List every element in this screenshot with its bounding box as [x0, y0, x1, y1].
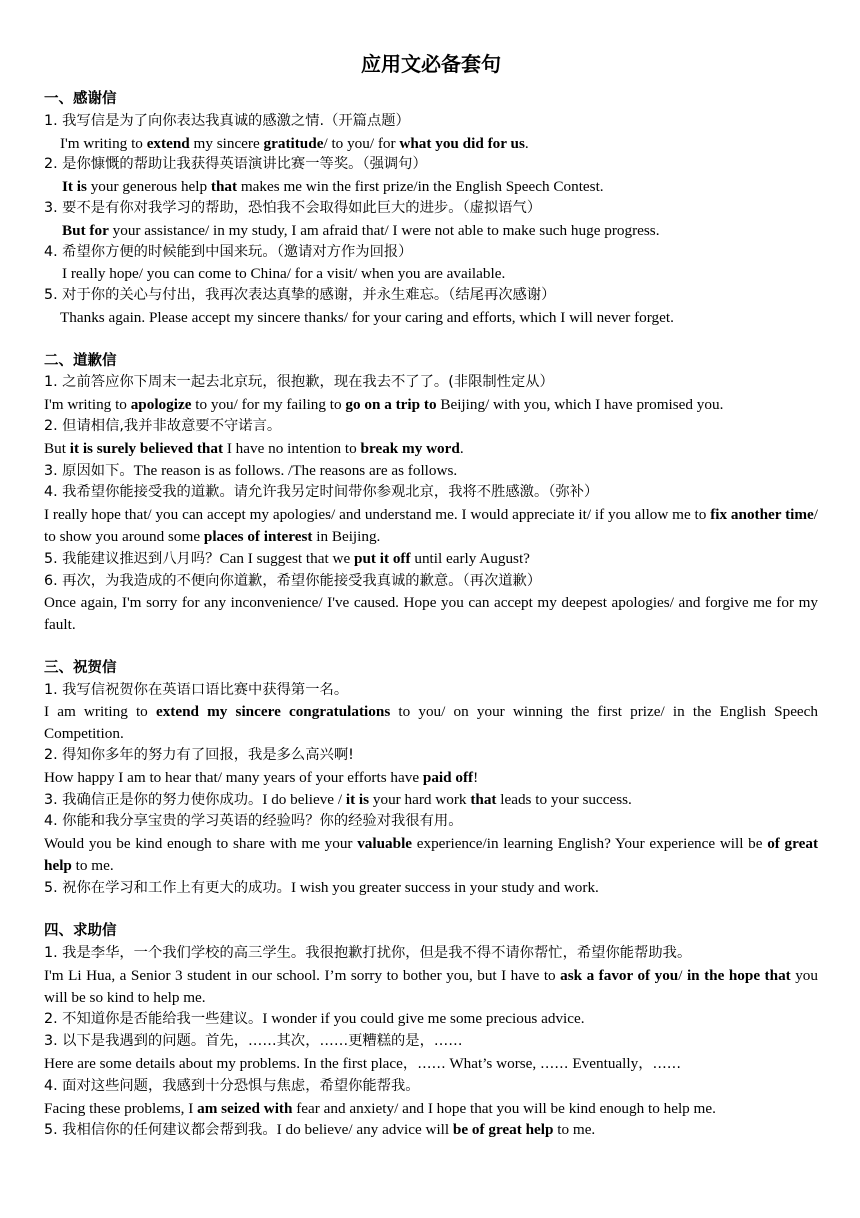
english-sentence: Would you be kind enough to share with me your valuable experience/in learning English? Your experience will be of great help to me.: [44, 835, 819, 874]
mixed-sentence: 5. 我能建议推迟到八月吗？Can I suggest that we put it off until early August?: [44, 549, 530, 567]
section-spacer: [44, 899, 818, 921]
chinese-sentence: 4. 我希望你能接受我的道歉。请允许我另定时间带你参观北京，我将不胜感激。（弥补）: [44, 484, 599, 501]
section-heading-apology: 二、道歉信: [44, 352, 117, 369]
mixed-sentence: 2. 不知道你是否能给我一些建议。I wonder if you could give me some precious advice.: [44, 1010, 585, 1028]
english-sentence: I am writing to extend my sincere congratulations to you/ on your winning the first prize/ in the English Speech Competition.: [44, 703, 819, 743]
english-sentence: I really hope/ you can come to China/ for a visit/ when you are available.: [62, 265, 506, 283]
mixed-sentence: 3. 原因如下。The reason is as follows. /The reasons are as follows.: [44, 461, 458, 479]
english-sentence: How happy I am to hear that/ many years of your efforts have paid off!: [44, 768, 479, 786]
section-spacer: [44, 329, 818, 351]
chinese-sentence: 5. 对于你的关心与付出，我再次表达真挚的感谢，并永生难忘。（结尾再次感谢）: [44, 287, 556, 304]
english-sentence: I really hope that/ you can accept my apologies/ and understand me. I would appreciate it/ if you allow me to fix another time/ to show you around some places of interest in Beijing.: [44, 506, 818, 545]
chinese-sentence: 3. 以下是我遇到的问题。首先，……其次，……更糟糕的是，……: [44, 1033, 463, 1050]
english-sentence: I'm Li Hua, a Senior 3 student in our school. I’m sorry to bother you, but I have to ask a favor of you/ in the hope that you will be so kind to help me.: [44, 966, 818, 1006]
chinese-sentence: 6. 再次，为我造成的不便向你道歉，希望你能接受我真诚的歉意。（再次道歉）: [44, 572, 542, 589]
english-sentence: Thanks again. Please accept my sincere thanks/ for your caring and efforts, which I will never forget.: [60, 308, 674, 326]
english-sentence: But for your assistance/ in my study, I am afraid that/ I were not able to make such huge progress.: [62, 221, 660, 239]
english-sentence: It is your generous help that makes me win the first prize/in the English Speech Contest.: [62, 178, 604, 196]
english-sentence: Once again, I'm sorry for any inconvenience/ I've caused. Hope you can accept my deepest apologies/ and forgive me for my fault.: [44, 594, 818, 634]
chinese-sentence: 2. 但请相信,我并非故意要不守诺言。: [44, 417, 282, 434]
section-spacer: [44, 636, 818, 658]
english-sentence: Facing these problems, I am seized with fear and anxiety/ and I hope that you will be kind enough to help me.: [44, 1099, 716, 1117]
section-heading-help: 四、求助信: [44, 923, 117, 940]
chinese-sentence: 1. 之前答应你下周末一起去北京玩，很抱歉，现在我去不了了。(非限制性定从）: [44, 374, 554, 391]
chinese-sentence: 2. 是你慷慨的帮助让我获得英语演讲比赛一等奖。（强调句）: [44, 156, 427, 173]
english-sentence: Here are some details about my problems. In the first place，…… What’s worse, …… Eventually，……: [44, 1055, 682, 1073]
chinese-sentence: 1. 我写信祝贺你在英语口语比赛中获得第一名。: [44, 681, 349, 698]
chinese-sentence: 1. 我写信是为了向你表达我真诚的感激之情.（开篇点题）: [44, 112, 410, 129]
english-sentence: I'm writing to extend my sincere gratitude/ to you/ for what you did for us.: [60, 134, 529, 152]
chinese-sentence: 3. 要不是有你对我学习的帮助，恐怕我不会取得如此巨大的进步。（虚拟语气）: [44, 199, 542, 216]
chinese-sentence: 4. 你能和我分享宝贵的学习英语的经验吗？你的经验对我很有用。: [44, 813, 463, 830]
chinese-sentence: 2. 得知你多年的努力有了回报，我是多么高兴啊!: [44, 746, 354, 763]
chinese-sentence: 4. 面对这些问题，我感到十分恐惧与焦虑，希望你能帮我。: [44, 1077, 420, 1094]
mixed-sentence: 3. 我确信正是你的努力使你成功。I do believe / it is your hard work that leads to your success.: [44, 790, 632, 808]
section-heading-congratulations: 三、祝贺信: [44, 659, 117, 676]
page-title: 应用文必备套句: [361, 52, 501, 76]
english-sentence: I'm writing to apologize to you/ for my failing to go on a trip to Beijing/ with you, which I have promised you.: [44, 396, 724, 414]
english-sentence: But it is surely believed that I have no intention to break my word.: [44, 439, 464, 457]
chinese-sentence: 4. 希望你方便的时候能到中国来玩。（邀请对方作为回报）: [44, 243, 413, 260]
chinese-sentence: 1. 我是李华，一个我们学校的高三学生。我很抱歉打扰你，但是我不得不请你帮忙，希望你能帮助我。: [44, 945, 692, 962]
section-heading-thanks: 一、感谢信: [44, 91, 117, 107]
mixed-sentence: 5. 我相信你的任何建议都会帮到我。I do believe/ any advice will be of great help to me.: [44, 1121, 596, 1139]
mixed-sentence: 5. 祝你在学习和工作上有更大的成功。I wish you greater success in your study and work.: [44, 878, 599, 896]
